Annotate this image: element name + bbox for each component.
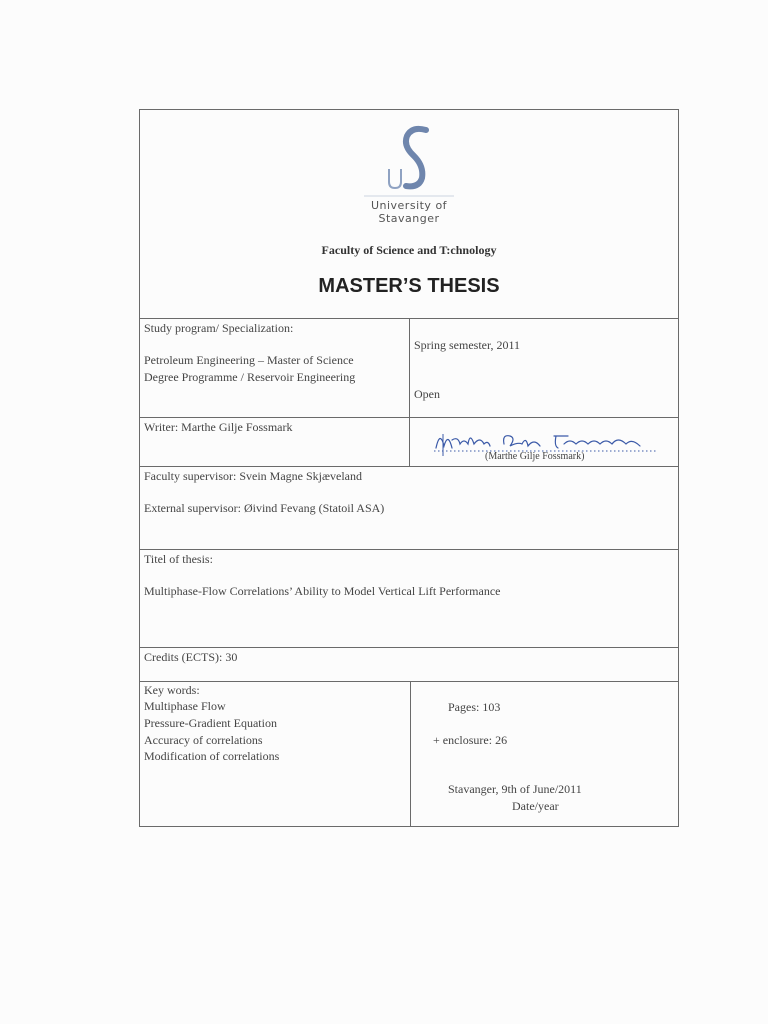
keyword-item: Modification of correlations — [144, 749, 280, 763]
divider — [140, 417, 678, 418]
divider — [140, 647, 678, 648]
keyword-item: Accuracy of correlations — [144, 733, 263, 747]
university-name-line2: Stavanger — [378, 212, 440, 225]
enclosure-count: + enclosure: 26 — [433, 733, 508, 747]
university-name-line1: University of — [370, 199, 448, 212]
place-date: Stavanger, 9th of June/2011 — [448, 782, 582, 796]
column-divider — [409, 318, 410, 466]
keywords-label: Key words: — [144, 683, 200, 697]
study-program-value-line2: Degree Programme / Reservoir Engineering — [144, 370, 356, 384]
credits: Credits (ECTS): 30 — [144, 650, 238, 664]
writer-label: Writer: Marthe Gilje Fossmark — [144, 420, 293, 434]
thesis-form — [139, 109, 679, 827]
study-program-label: Study program/ Specialization: — [144, 321, 294, 335]
page-title: MASTER’S THESIS — [318, 275, 500, 297]
thesis-title-label: Titel of thesis: — [144, 552, 213, 566]
divider — [140, 681, 678, 682]
faculty-supervisor: Faculty supervisor: Svein Magne Skjæveland — [144, 469, 362, 483]
pages-count: Pages: 103 — [448, 700, 501, 714]
university-logo-icon — [362, 124, 462, 198]
faculty-name: Faculty of Science and T:chnology — [321, 243, 497, 257]
date-label: Date/year — [512, 799, 559, 813]
external-supervisor: External supervisor: Øivind Fevang (Statoil ASA) — [144, 501, 385, 515]
signature-caption: (Marthe Gilje Fossmark) — [485, 451, 585, 462]
access-value: Open — [414, 387, 440, 401]
column-divider — [410, 681, 411, 827]
divider — [140, 549, 678, 550]
semester-value: Spring semester, 2011 — [414, 338, 521, 352]
thesis-title-value: Multiphase-Flow Correlations’ Ability to Model Vertical Lift Performance — [144, 584, 501, 598]
divider — [140, 466, 678, 467]
keyword-item: Pressure-Gradient Equation — [144, 716, 277, 730]
study-program-value-line1: Petroleum Engineering – Master of Science — [144, 353, 354, 367]
keyword-item: Multiphase Flow — [144, 699, 226, 713]
